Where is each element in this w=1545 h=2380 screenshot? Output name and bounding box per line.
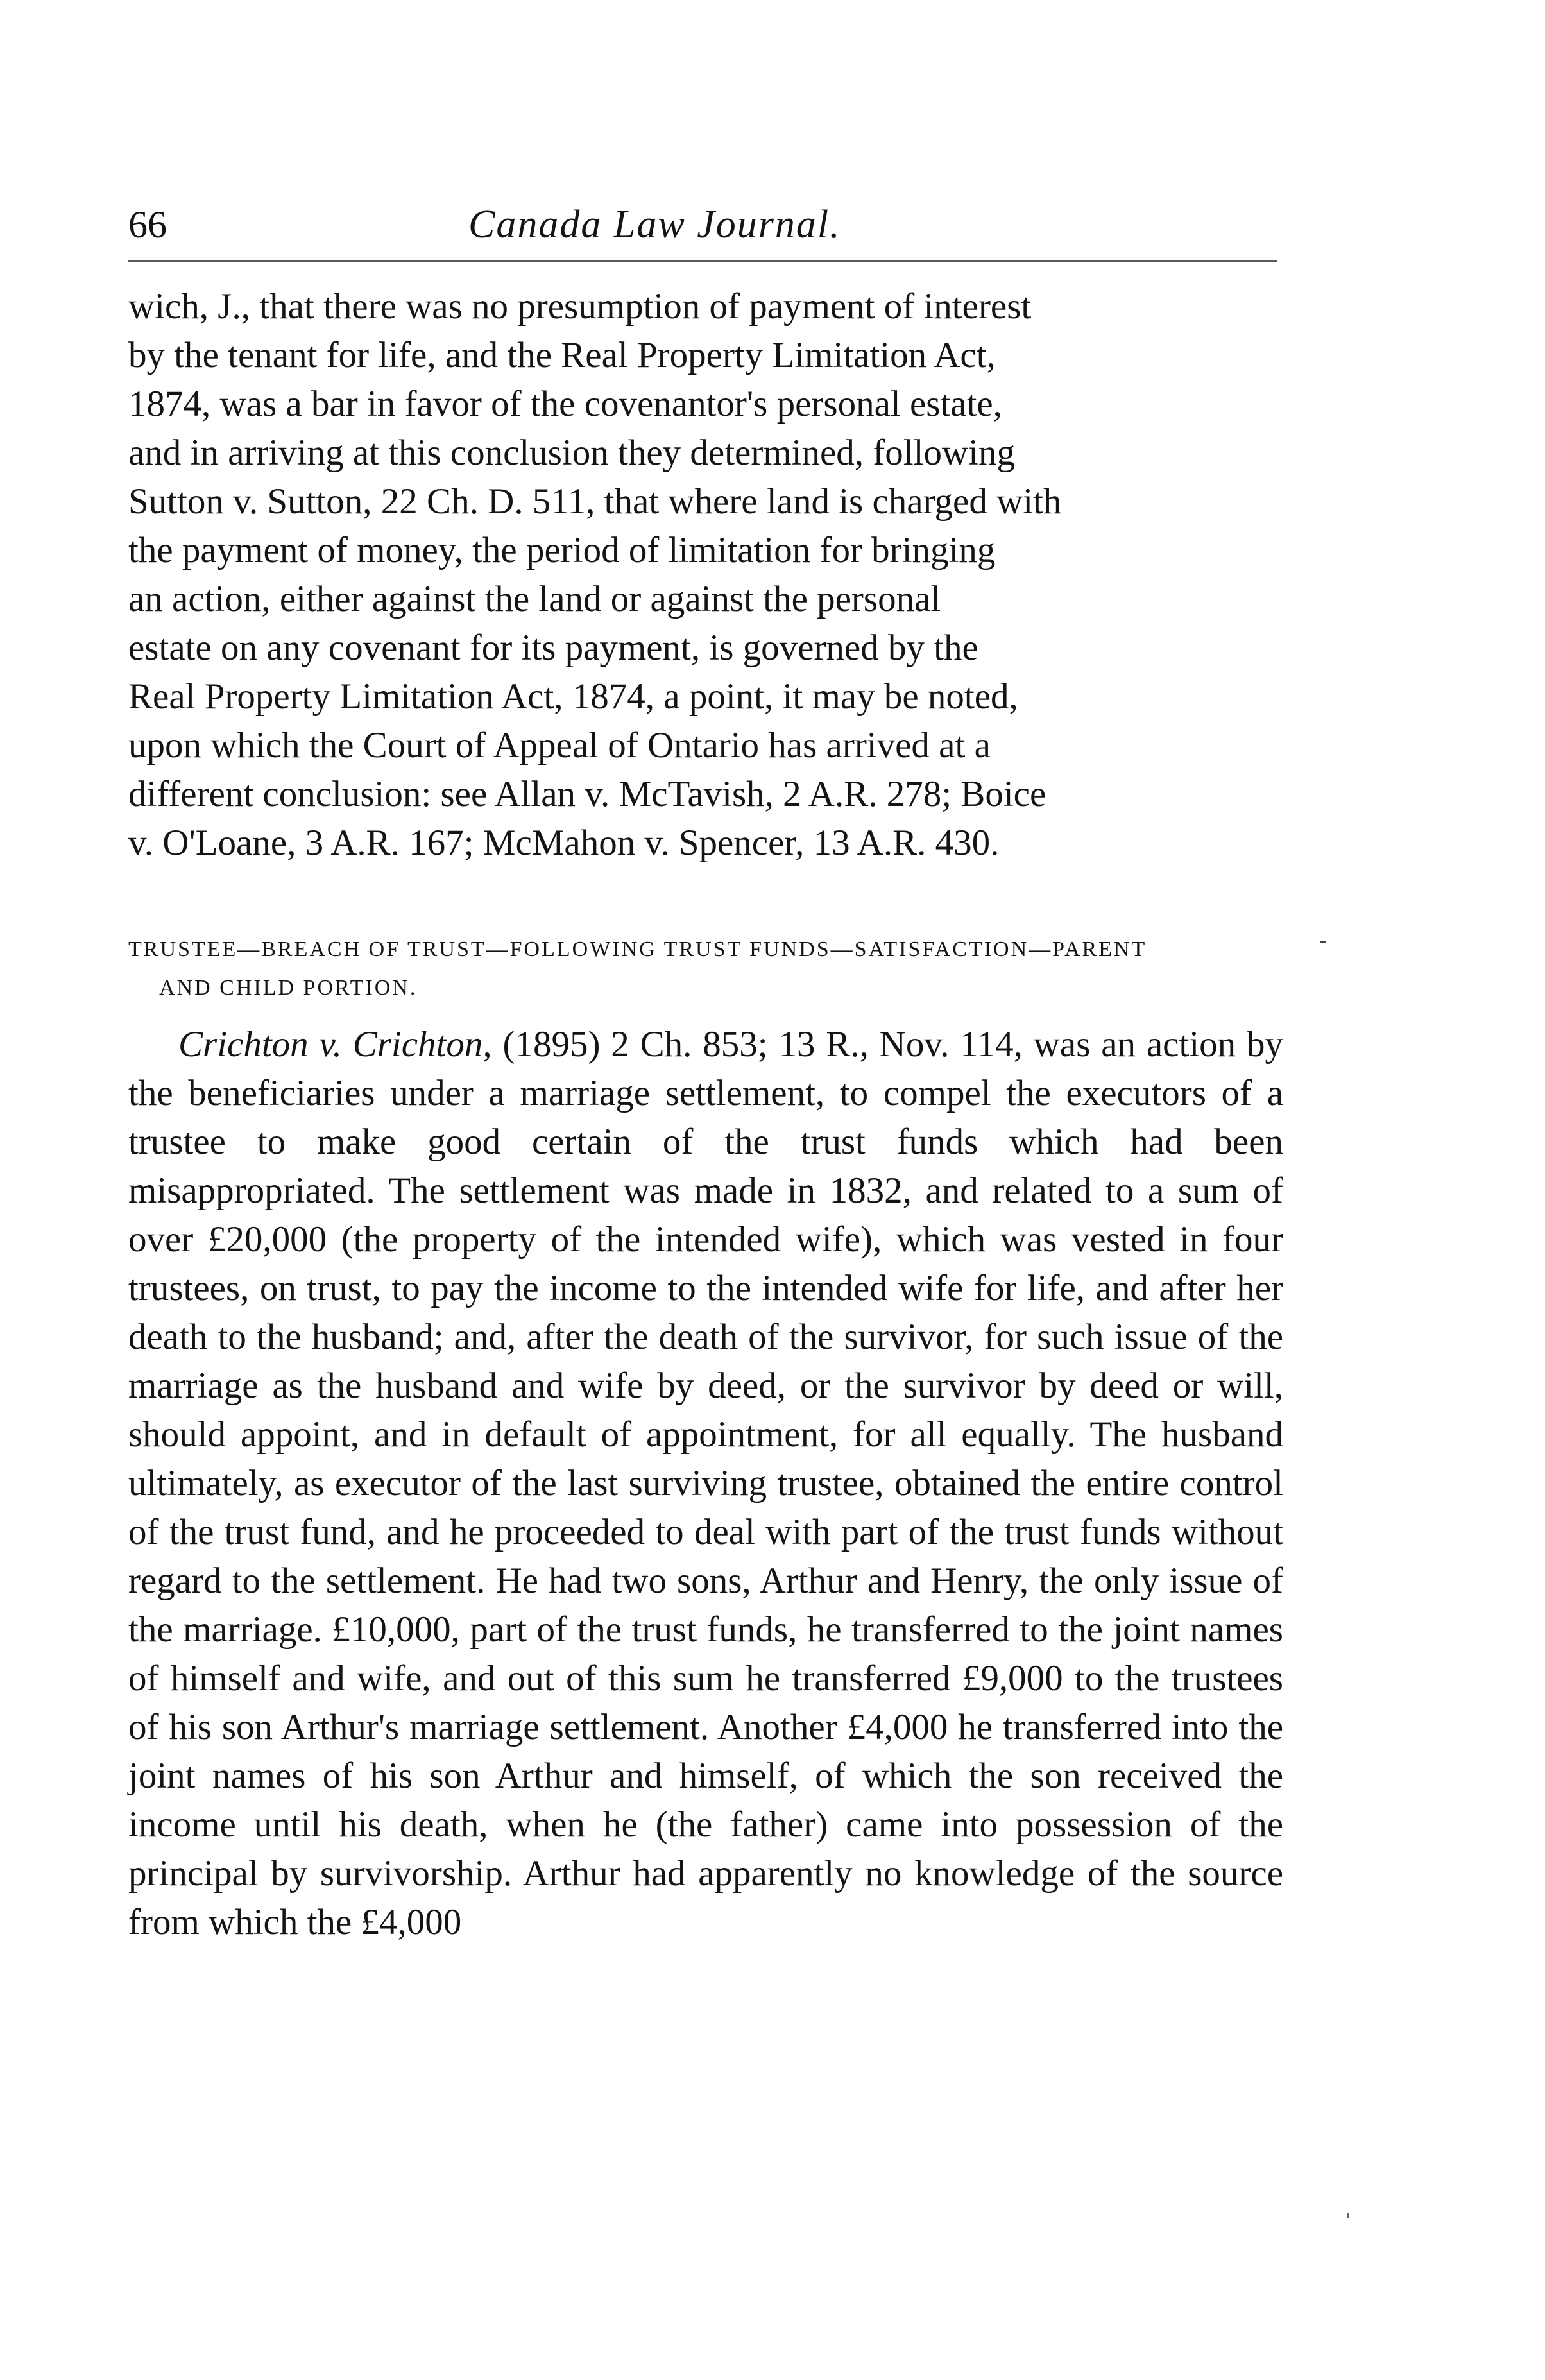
p1-line-2: by the tenant for life, and the Real Property Limitation Act, — [128, 335, 996, 375]
p1-line-5: Sutton v. Sutton, 22 Ch. D. 511, that where land is charged with — [128, 481, 1062, 522]
p1-line-1: wich, J., that there was no presumption of payment of interest — [128, 286, 1032, 327]
paragraph-case-summary — [128, 1020, 1283, 1947]
section-heading — [128, 930, 1283, 1007]
paragraph-1-text — [128, 282, 1283, 868]
journal-title: Canada Law Journal. — [468, 203, 841, 246]
section-heading-line-2: AND CHILD PORTION. — [159, 976, 418, 1000]
p1-line-7: an action, either against the land or against the personal — [128, 579, 941, 619]
paragraph-2-text — [128, 1020, 1283, 1947]
p1-line-4: and in arriving at this conclusion they determined, following — [128, 432, 1015, 473]
p1-line-8: estate on any covenant for its payment, is governed by the — [128, 628, 978, 668]
paragraph-continuation — [128, 282, 1283, 868]
case-body: (1895) 2 Ch. 853; 13 R., Nov. 114, was an action by the beneficiaries under a marriage settlement, to compel the executors of a trustee to make good certain of the trust funds which had been misappropriated. The settlement was made in 1832, and related to a sum of over £20,000 (the property of the intended wife), which was vested in four trustees, on trust, to pay the income to the intended wife for life, and after her death to the husband; and, after the death of the survivor, for such issue of the marriage as the husband and wife by deed, or the survivor by deed or will, should appoint, and in default of appointment, for all equally. The husband ultimately, as executor of the last surviving trustee, obtained the entire control of the trust fund, and he proceeded to deal with part of the trust funds without regard to the settlement. He had two sons, Arthur and Henry, the only issue of the marriage. £10,000, part of the trust funds, he transferred to the joint names of himself and wife, and out of this sum he transferred £9,000 to the trustees of his son Arthur's marriage settlement. Another £4,000 he transferred into the joint names of his son Arthur and himself, of which the son received the income until his death, when he (the father) came into possession of the principal by survivorship. Arthur had apparently no knowledge of the source from which the £4,000 — [128, 1024, 1284, 1942]
p1-line-12: v. O'Loane, 3 A.R. 167; McMahon v. Spencer, 13 A.R. 430. — [128, 823, 1000, 863]
page-header — [128, 193, 1277, 263]
p1-line-11: different conclusion: see Allan v. McTavish, 2 A.R. 278; Boice — [128, 774, 1046, 814]
p1-line-10: upon which the Court of Appeal of Ontario has arrived at a — [128, 725, 991, 766]
p1-line-9: Real Property Limitation Act, 1874, a point, it may be noted, — [128, 676, 1018, 717]
page-number: 66 — [128, 203, 167, 246]
header-rule — [128, 260, 1277, 262]
p1-line-6: the payment of money, the period of limitation for bringing — [128, 530, 996, 570]
stray-mark — [1347, 2213, 1349, 2218]
case-name: Crichton v. Crichton, — [178, 1024, 492, 1065]
p1-line-3: 1874, was a bar in favor of the covenantor's personal estate, — [128, 384, 1002, 424]
stray-mark — [1320, 941, 1326, 943]
section-heading-line-1: TRUSTEE—BREACH OF TRUST—FOLLOWING TRUST FUNDS—SATISFACTION—PARENT — [128, 937, 1147, 961]
